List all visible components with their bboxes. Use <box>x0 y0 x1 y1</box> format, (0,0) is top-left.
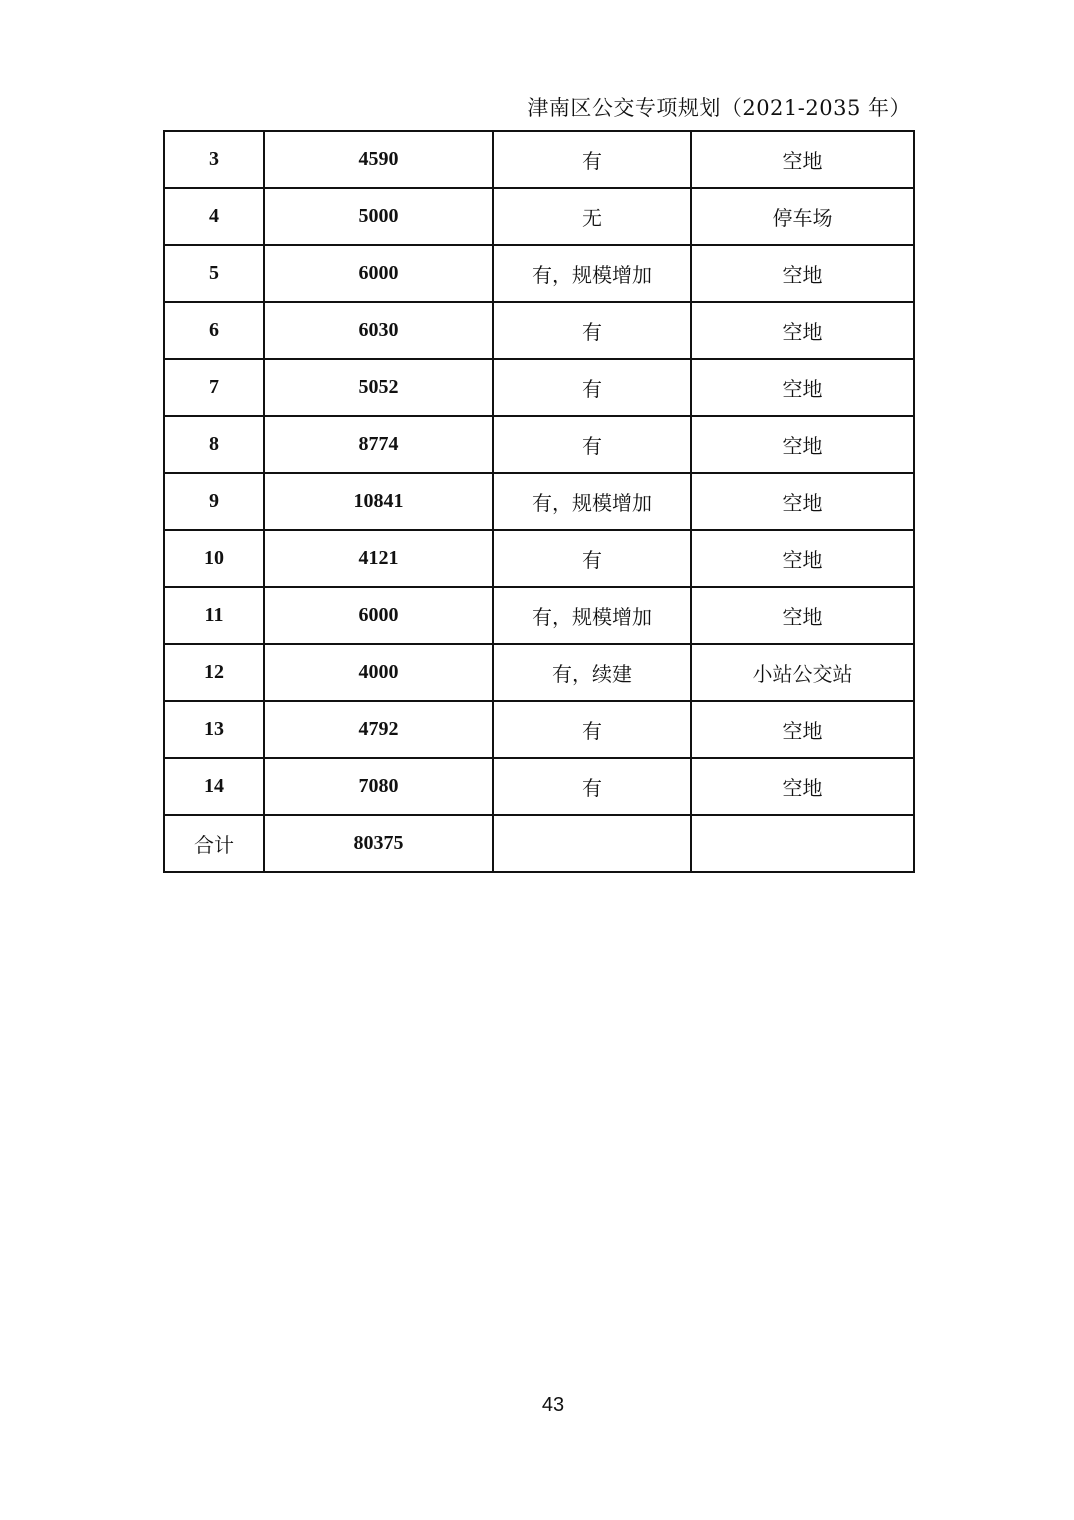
table-cell: 12 <box>164 644 264 701</box>
table-cell: 10 <box>164 530 264 587</box>
table-cell: 有，续建 <box>493 644 691 701</box>
table-cell: 8 <box>164 416 264 473</box>
table-cell: 8774 <box>264 416 493 473</box>
table-cell: 11 <box>164 587 264 644</box>
table-cell: 空地 <box>691 587 914 644</box>
table-cell <box>493 815 691 872</box>
table-cell: 有 <box>493 302 691 359</box>
table-cell: 4 <box>164 188 264 245</box>
table-body <box>164 131 914 872</box>
table-row <box>164 644 914 701</box>
table-row <box>164 302 914 359</box>
table-row <box>164 359 914 416</box>
table-row <box>164 131 914 188</box>
table-cell: 有，规模增加 <box>493 587 691 644</box>
table-cell: 空地 <box>691 416 914 473</box>
table-cell: 空地 <box>691 758 914 815</box>
table-cell <box>691 815 914 872</box>
table-cell: 10841 <box>264 473 493 530</box>
table-cell: 有 <box>493 359 691 416</box>
table-cell: 4792 <box>264 701 493 758</box>
table-cell: 有 <box>493 701 691 758</box>
table-cell: 有 <box>493 530 691 587</box>
table-cell: 3 <box>164 131 264 188</box>
table-cell: 小站公交站 <box>691 644 914 701</box>
table-cell: 4590 <box>264 131 493 188</box>
table-row <box>164 587 914 644</box>
page-number: 43 <box>541 1394 565 1416</box>
table-cell: 13 <box>164 701 264 758</box>
table-row <box>164 416 914 473</box>
table-cell: 4121 <box>264 530 493 587</box>
table-cell: 5 <box>164 245 264 302</box>
table-cell: 6 <box>164 302 264 359</box>
land-use-table <box>163 130 915 873</box>
table-cell: 5000 <box>264 188 493 245</box>
table-cell: 空地 <box>691 245 914 302</box>
table-total-row <box>164 815 914 872</box>
table-row <box>164 188 914 245</box>
table-row <box>164 245 914 302</box>
table-cell: 有，规模增加 <box>493 245 691 302</box>
table-cell: 5052 <box>264 359 493 416</box>
table-row <box>164 758 914 815</box>
table-cell: 6000 <box>264 245 493 302</box>
table-cell: 4000 <box>264 644 493 701</box>
table-cell: 空地 <box>691 302 914 359</box>
total-label-cell: 合计 <box>164 815 264 872</box>
table-row <box>164 473 914 530</box>
total-value-cell: 80375 <box>264 815 493 872</box>
table-row <box>164 530 914 587</box>
table-cell: 空地 <box>691 701 914 758</box>
table-cell: 有 <box>493 758 691 815</box>
table-cell: 7 <box>164 359 264 416</box>
table-cell: 7080 <box>264 758 493 815</box>
table-cell: 9 <box>164 473 264 530</box>
table-cell: 6030 <box>264 302 493 359</box>
table-cell: 有 <box>493 416 691 473</box>
table-cell: 有，规模增加 <box>493 473 691 530</box>
running-header-title: 津南区公交专项规划（2021-2035 年） <box>527 96 911 120</box>
table-row <box>164 701 914 758</box>
table-cell: 空地 <box>691 359 914 416</box>
table-cell: 空地 <box>691 131 914 188</box>
table-cell: 空地 <box>691 530 914 587</box>
table-cell: 无 <box>493 188 691 245</box>
table-cell: 14 <box>164 758 264 815</box>
table-cell: 停车场 <box>691 188 914 245</box>
table-cell: 有 <box>493 131 691 188</box>
table-cell: 空地 <box>691 473 914 530</box>
table-cell: 6000 <box>264 587 493 644</box>
